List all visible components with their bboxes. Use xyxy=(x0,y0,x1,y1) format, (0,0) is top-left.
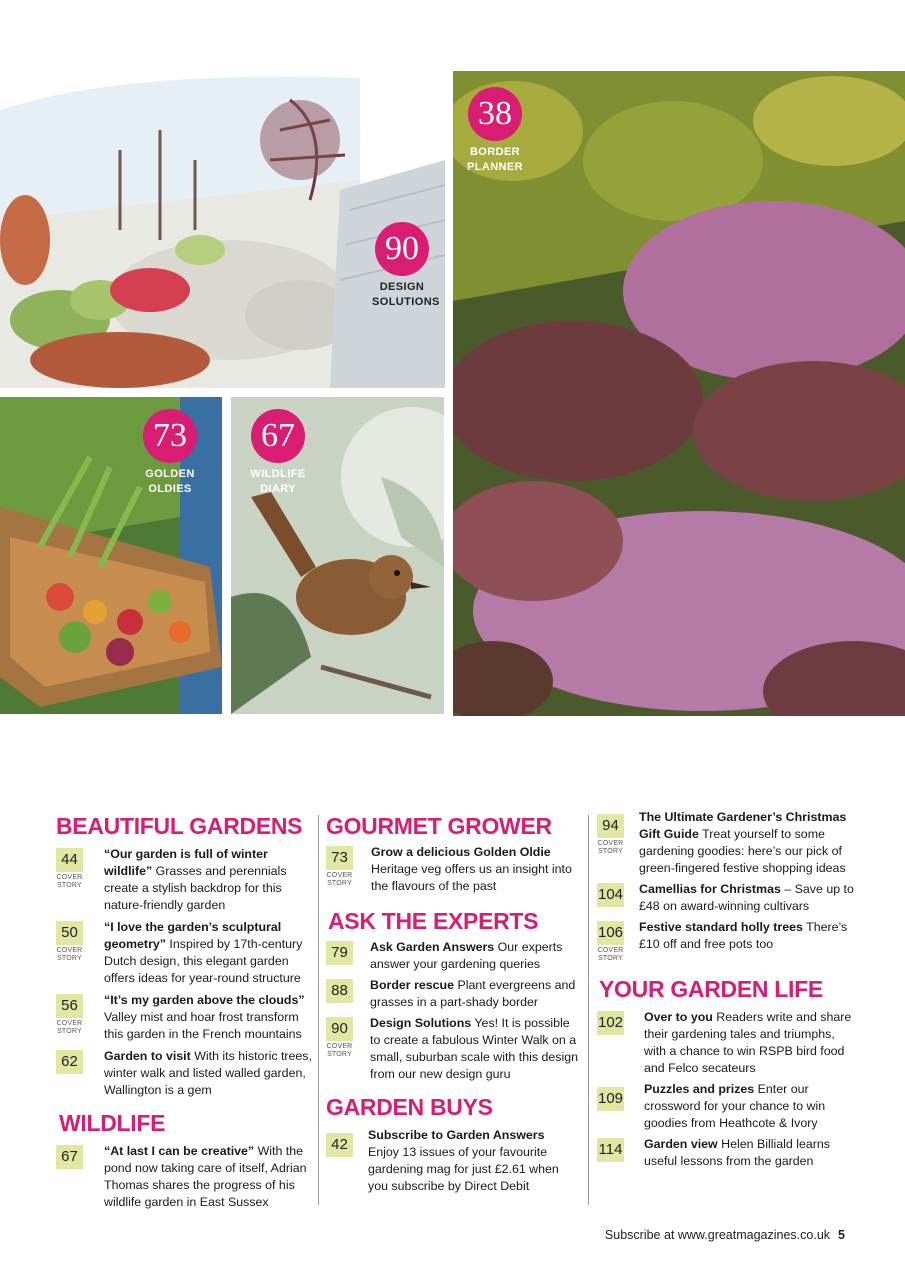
cover-story-label: COVER STORY xyxy=(56,1020,83,1035)
entry-title: Garden view xyxy=(644,1137,718,1151)
contents-column-1 xyxy=(56,812,312,1211)
badge-design-solutions[interactable] xyxy=(372,222,440,310)
contents-entry[interactable] xyxy=(56,1048,312,1099)
page-number-badge: 38 xyxy=(468,87,522,141)
page-number: 42 xyxy=(326,1133,353,1157)
entry-title: Ask Garden Answers xyxy=(370,940,495,954)
entry-text: Helen Billiald learns useful lessons from the garden xyxy=(644,1137,830,1168)
entry-text: Enjoy 13 issues of your favourite gardening mag for just £2.61 when you subscribe by Direct Debit xyxy=(368,1145,559,1193)
page-number-badge: 67 xyxy=(251,409,305,463)
cover-story-label: COVER STORY xyxy=(597,840,624,855)
contents-entry[interactable] xyxy=(326,1015,578,1083)
entry-text: Our experts answer your gardening queries xyxy=(370,940,563,971)
page-number: 73 xyxy=(326,846,353,870)
page-number: 114 xyxy=(597,1138,624,1162)
badge-wildlife-diary[interactable] xyxy=(246,409,310,497)
entry-title: “It’s my garden above the clouds” xyxy=(104,993,305,1007)
entry-title: “At last I can be creative” xyxy=(104,1144,255,1158)
badge-caption: WILDLIFE DIARY xyxy=(250,468,306,495)
entry-title: Design Solutions xyxy=(370,1016,472,1030)
contents-entry[interactable] xyxy=(326,1127,578,1195)
entry-text: Enter our crossword for your chance to win goodies from Heathcote & Ivory xyxy=(644,1082,826,1130)
contents-entry[interactable] xyxy=(597,881,855,915)
entry-text: Heritage veg offers us an insight into the flavours of the past xyxy=(371,862,572,893)
entry-title: Subscribe to Garden Answers xyxy=(368,1128,545,1142)
page-number-badge: 90 xyxy=(375,222,429,276)
badge-border-planner[interactable] xyxy=(462,87,528,175)
page-footer xyxy=(605,1228,845,1242)
contents-entry[interactable] xyxy=(326,939,578,973)
entry-text: Yes! It is possible to create a fabulous Winter Walk on a small, suburban scale with this design from our new design guru xyxy=(370,1016,578,1081)
cover-story-label: COVER STORY xyxy=(326,1043,353,1058)
entry-text: Treat yourself to some gardening goodies: here’s our pick of green-fingered festive shopping ideas xyxy=(639,827,846,875)
contents-entry[interactable] xyxy=(326,977,578,1011)
entry-text: With its historic trees, winter walk and listed walled garden, Wallington is a gem xyxy=(104,1049,312,1097)
entry-text: With the pond now taking care of itself, Adrian Thomas shares the progress of his wildlife garden in East Sussex xyxy=(104,1144,307,1209)
page-number: 90 xyxy=(326,1017,353,1041)
badge-golden-oldies[interactable] xyxy=(140,409,200,497)
section-heading-beautiful-gardens: BEAUTIFUL GARDENS xyxy=(56,813,303,839)
entry-text: Readers write and share their gardening tales and triumphs, with a chance to win RSPB bird food and Felco secateurs xyxy=(644,1010,852,1075)
entry-title: Garden to visit xyxy=(104,1049,191,1063)
contents-entry[interactable] xyxy=(597,1136,855,1170)
page-number: 104 xyxy=(597,883,624,907)
page-number: 44 xyxy=(56,848,83,872)
entry-title: Grow a delicious Golden Oldie xyxy=(371,845,551,859)
contents-entry[interactable] xyxy=(56,1143,312,1211)
page-number: 79 xyxy=(326,941,353,965)
entry-title: Camellias for Christmas xyxy=(639,882,781,896)
entry-title: Festive standard holly trees xyxy=(639,920,803,934)
entry-title: Over to you xyxy=(644,1010,713,1024)
page-number-badge: 73 xyxy=(143,409,197,463)
contents-entry[interactable] xyxy=(56,846,312,914)
entry-title: The Ultimate Gardener’s Christmas Gift Guide xyxy=(639,810,847,841)
entry-title: “I love the garden’s sculptural geometry” xyxy=(104,920,282,951)
cover-story-label: COVER STORY xyxy=(56,947,83,962)
section-heading-garden-buys: GARDEN BUYS xyxy=(326,1094,493,1120)
page-number: 88 xyxy=(326,979,353,1003)
contents-entry[interactable] xyxy=(597,1009,855,1077)
entry-title: “Our garden is full of winter wildlife” xyxy=(104,847,268,878)
subscribe-link[interactable]: Subscribe at www.greatmagazines.co.uk xyxy=(604,1228,831,1242)
entry-text: Plant evergreens and grasses in a part-shady border xyxy=(370,978,576,1009)
column-divider xyxy=(588,815,589,1205)
page-number: 67 xyxy=(56,1145,83,1169)
contents-entry[interactable] xyxy=(597,919,855,962)
page-number: 50 xyxy=(56,921,83,945)
contents-column-3 xyxy=(597,809,855,1170)
page-number: 94 xyxy=(597,814,624,838)
badge-caption: DESIGN SOLUTIONS xyxy=(372,281,440,308)
badge-caption: BORDER PLANNER xyxy=(467,146,523,173)
contents-entry[interactable] xyxy=(326,844,578,895)
entry-text: – Save up to £48 on award-winning cultivars xyxy=(639,882,854,913)
entry-title: Puzzles and prizes xyxy=(644,1082,755,1096)
entry-text: Grasses and perennials create a stylish backdrop for this nature-friendly garden xyxy=(104,864,287,912)
badge-caption: GOLDEN OLDIES xyxy=(145,468,195,495)
contents-entry[interactable] xyxy=(597,1081,855,1132)
page-number: 62 xyxy=(56,1050,83,1074)
entry-text: Inspired by 17th-century Dutch design, this elegant garden offers ideas for year-round structure xyxy=(104,937,303,985)
contents-entry[interactable] xyxy=(56,992,312,1043)
section-heading-your-garden-life: YOUR GARDEN LIFE xyxy=(599,976,823,1002)
cover-story-label: COVER STORY xyxy=(56,874,83,889)
page-number: 106 xyxy=(597,921,624,945)
contents-entry[interactable] xyxy=(56,919,312,987)
page-number: 109 xyxy=(597,1087,624,1111)
page-number: 102 xyxy=(597,1011,624,1035)
column-divider xyxy=(318,815,319,1205)
entry-title: Border rescue xyxy=(370,978,455,992)
section-heading-ask-the-experts: ASK THE EXPERTS xyxy=(328,908,539,934)
page-number: 56 xyxy=(56,994,83,1018)
cover-story-label: COVER STORY xyxy=(597,947,624,962)
section-heading-wildlife: WILDLIFE xyxy=(59,1110,166,1136)
section-heading-gourmet-grower: GOURMET GROWER xyxy=(326,813,552,839)
entry-text: Valley mist and hoar frost transform this garden in the French mountains xyxy=(104,1010,302,1041)
contents-column-2 xyxy=(326,812,578,1195)
contents-entry[interactable] xyxy=(597,809,855,877)
cover-story-label: COVER STORY xyxy=(326,872,353,887)
page-number-footer: 5 xyxy=(838,1228,845,1242)
entry-text: There’s £10 off and free pots too xyxy=(639,920,848,951)
